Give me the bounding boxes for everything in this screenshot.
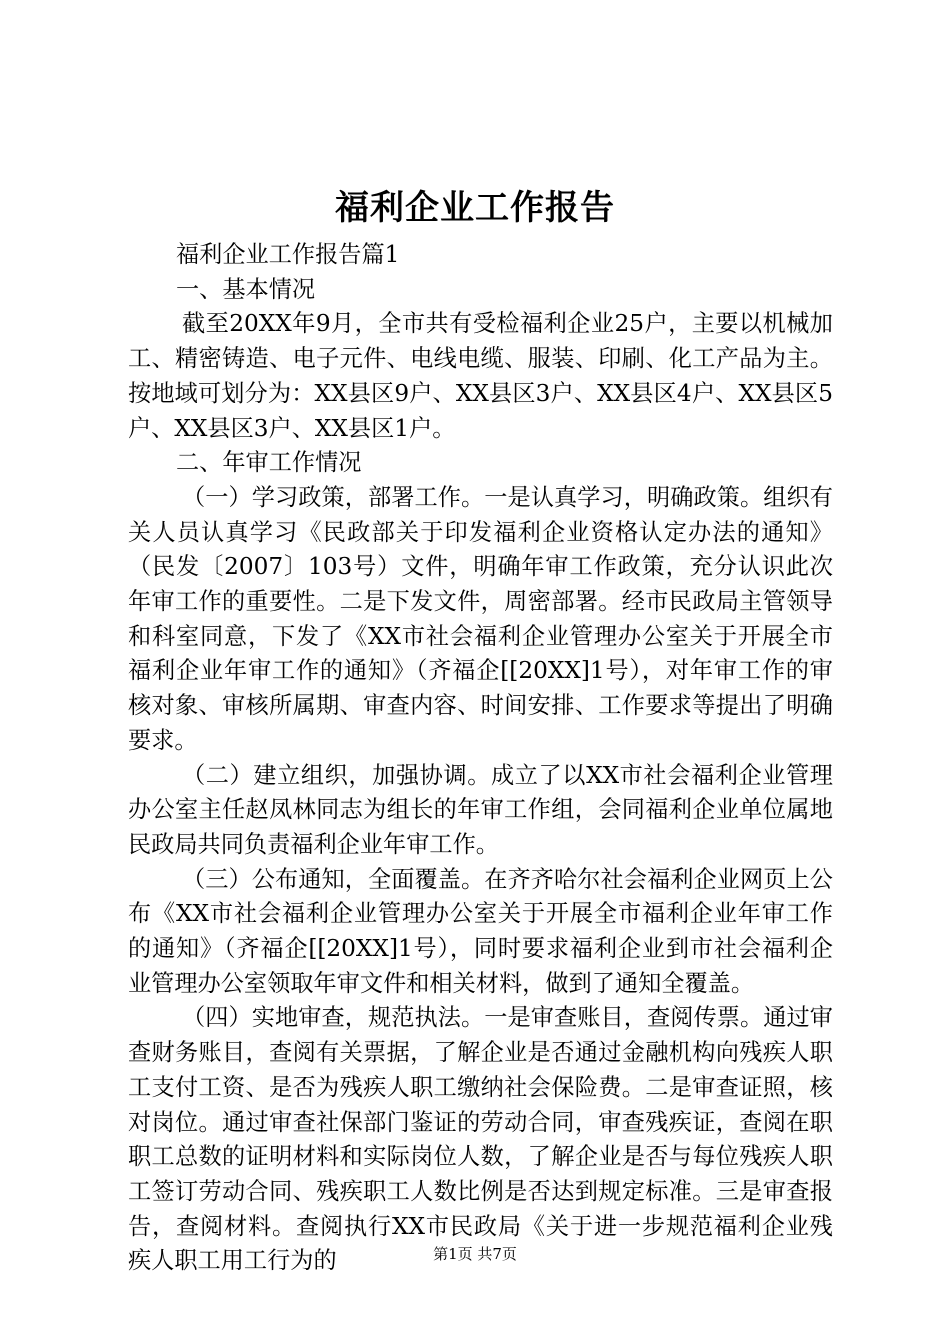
- document-body: [128, 238, 833, 1279]
- paragraph-basic-situation: 截至20XX年9月，全市共有受检福利企业25户，主要以机械加工、精密铸造、电子元件、电线电缆、服装、印刷、化工产品为主。按地域可划分为：XX县区9户、XX县区3户、XX县区4户、XX县区5户、XX县区3户、XX县区1户。: [128, 310, 833, 442]
- page-number-footer: 第1页 共7页: [433, 1245, 517, 1263]
- paragraph-notice: （三）公布通知，全面覆盖。在齐齐哈尔社会福利企业网页上公布《XX市社会福利企业管理办公室关于开展全市福利企业年审工作的通知》（齐福企[[20XX]1号），同时要求福利企业到市社会福利企业管理办公室领取年审文件和相关材料，做到了通知全覆盖。: [128, 865, 833, 997]
- paragraph-policy-study: （一）学习政策，部署工作。一是认真学习，明确政策。组织有关人员认真学习《民政部关于印发福利企业资格认定办法的通知》（民发〔2007〕103号）文件，明确年审工作政策，充分认识此次年审工作的重要性。二是下发文件，周密部署。经市民政局主管领导和科室同意，下发了《XX市社会福利企业管理办公室关于开展全市福利企业年审工作的通知》（齐福企[[20XX]1号），对年审工作的审核对象、审核所属期、审查内容、时间安排、工作要求等提出了明确要求。: [128, 483, 833, 754]
- paragraph-organization: （二）建立组织，加强协调。成立了以XX市社会福利企业管理办公室主任赵凤林同志为组长的年审工作组，会同福利企业单位属地民政局共同负责福利企业年审工作。: [128, 761, 833, 858]
- document-title: 福利企业工作报告: [335, 188, 615, 228]
- paragraph-onsite-review: （四）实地审查，规范执法。一是审查账目，查阅传票。通过审查财务账目，查阅有关票据，了解企业是否通过金融机构向残疾人职工支付工资、是否为残疾人职工缴纳社会保险费。二是审查证照，核对岗位。通过审查社保部门鉴证的劳动合同，审查残疾证，查阅在职职工总数的证明材料和实际岗位人数，了解企业是否与每位残疾人职工签订劳动合同、残疾职工人数比例是否达到规定标准。三是审查报告，查阅材料。查阅执行XX市民政局《关于进一步规范福利企业残疾人职工用工行为的: [128, 1004, 833, 1275]
- section-heading-basic: 一、基本情况: [176, 275, 316, 303]
- document-subtitle: 福利企业工作报告篇1: [176, 241, 400, 268]
- section-heading-annual-review: 二、年审工作情况: [176, 449, 362, 477]
